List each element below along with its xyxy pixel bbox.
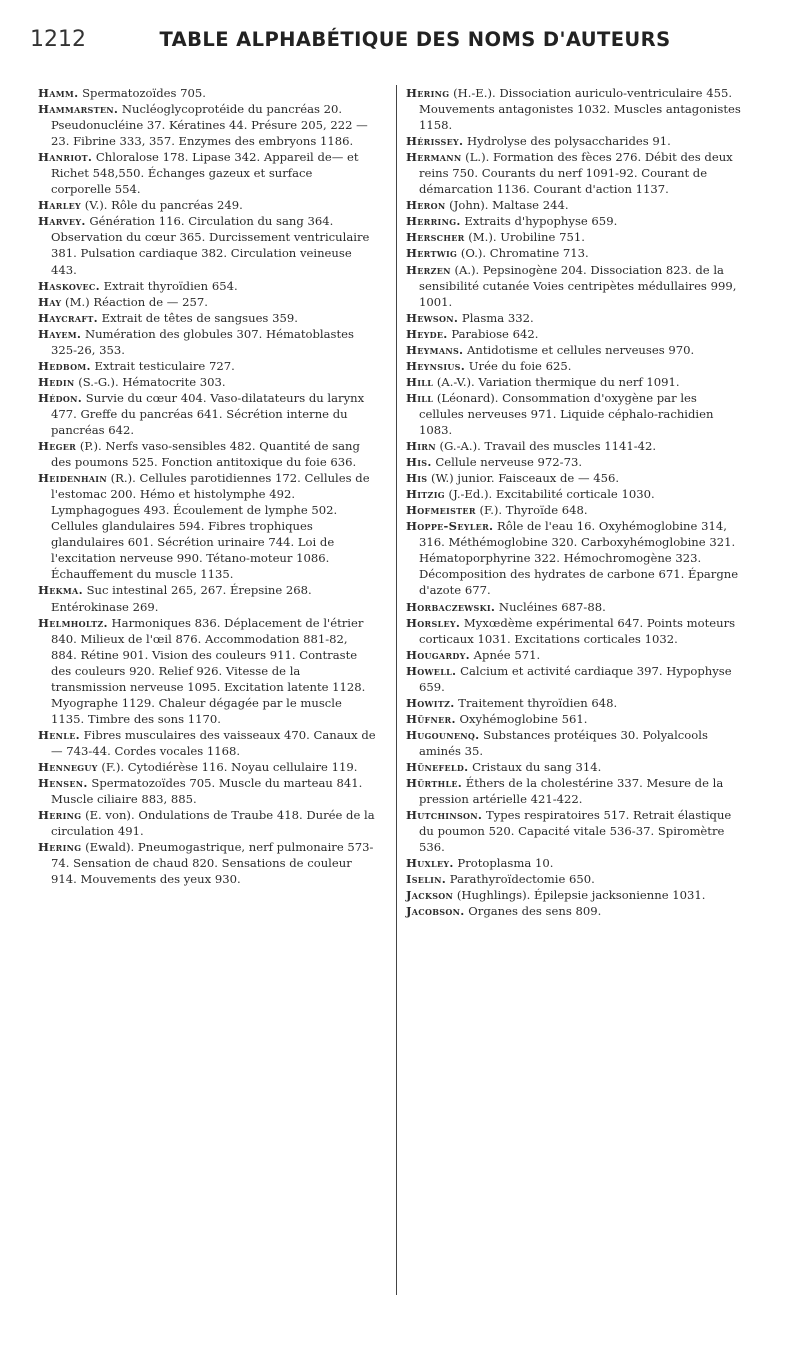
entry-references: (O.). Chromatine 713. (457, 246, 589, 261)
index-entry (406, 85, 744, 133)
author-name: Helmholtz. (38, 615, 108, 630)
entry-references: Oxyhémoglobine 561. (455, 711, 588, 726)
index-entry (406, 871, 744, 887)
author-name: Howell. (406, 663, 457, 678)
index-entry (406, 663, 744, 695)
index-entry (406, 759, 744, 775)
index-entry (406, 470, 744, 486)
index-entry (406, 310, 744, 326)
entry-references: Suc intestinal 265, 267. Érepsine 268. Entérokinase 269. (51, 583, 312, 614)
entry-references: Extrait de têtes de sangsues 359. (97, 310, 298, 325)
entry-references: (G.-A.). Travail des muscles 1141-42. (435, 439, 657, 454)
left-column (38, 85, 376, 887)
index-entry (406, 775, 744, 807)
author-name: Herscher (406, 230, 465, 245)
index-entry (406, 711, 744, 727)
index-entry (38, 310, 376, 326)
index-entry (406, 390, 744, 438)
author-name: Hanriot. (38, 150, 93, 165)
entry-references: Extrait thyroïdien 654. (99, 278, 238, 293)
index-entry (406, 229, 744, 245)
entry-references: (L.). Formation des fèces 276. Débit des deux reins 750. Courants du nerf 1091-92. Courant de démarcation 1136. Courant d'action 1137. (419, 150, 733, 197)
entry-references: Extrait testiculaire 727. (90, 358, 235, 373)
entry-references: Hydrolyse des polysaccharides 91. (463, 134, 671, 149)
index-entry (406, 518, 744, 598)
index-entry (38, 470, 376, 582)
author-name: Hitzig (406, 487, 445, 502)
entry-references: (F.). Thyroïde 648. (475, 503, 588, 518)
entry-references: Spermatozoïdes 705. (78, 86, 206, 100)
author-name: Hugounenq. (406, 727, 480, 742)
index-entry (38, 213, 376, 277)
author-name: Hermann (406, 150, 462, 165)
author-name: Iselin. (406, 872, 447, 887)
entry-references: Numération des globules 307. Hématoblastes 325-26, 353. (51, 326, 354, 357)
page-number: 1212 (30, 27, 86, 52)
entry-references: (Hughlings). Épilepsie jacksonienne 1031. (453, 888, 706, 903)
entry-references: Survie du cœur 404. Vaso-dilatateurs du larynx 477. Greffe du pancréas 641. Sécrétion interne du pancréas 642. (51, 390, 365, 437)
index-entry (406, 213, 744, 229)
author-name: Hedbom. (38, 358, 91, 373)
author-name: Hirn (406, 439, 436, 454)
index-entry (406, 887, 744, 903)
entry-references: (R.). Cellules parotidiennes 172. Cellules de l'estomac 200. Hémo et histolymphe 492. Lymphagogues 493. Écoulement de lymphe 502. Cellules glandulaires 594. Fibres trophiques glandulaires 601. Sécrétion urinaire 744. Loi de l'excitation nerveuse 990. Tétano-moteur 1086. Échauffement du muscle 1135. (51, 471, 370, 582)
author-name: Hofmeister (406, 503, 476, 518)
column-divider (396, 85, 397, 1295)
index-entry (38, 101, 376, 149)
author-name: Henneguy (38, 759, 98, 774)
author-name: Hill (406, 390, 434, 405)
index-entry (406, 342, 744, 358)
index-entry (38, 326, 376, 358)
entry-references: Nucléoglycoprotéide du pancréas 20. Pseudonucléine 37. Kératines 44. Présure 205, 222 — 23. Fibrine 333, 357. Enzymes des embryons 1186. (51, 102, 368, 149)
index-entry (406, 262, 744, 310)
author-name: Heymans. (406, 342, 464, 357)
entry-references: Urée du foie 625. (465, 358, 572, 373)
entry-references: (H.-E.). Dissociation auriculo-ventriculaire 455. Mouvements antagonistes 1032. Muscles antagonistes 1158. (419, 86, 741, 133)
index-entry (406, 807, 744, 855)
entry-references: (E. von). Ondulations de Traube 418. Durée de la circulation 491. (51, 808, 375, 839)
entry-references: Génération 116. Circulation du sang 364. Observation du cœur 365. Durcissement ventriculaire 381. Pulsation cardiaque 382. Circulation veineuse 443. (51, 214, 370, 277)
index-entry (406, 647, 744, 663)
author-name: Herzen (406, 262, 451, 277)
author-name: Hüfner. (406, 711, 456, 726)
entry-references: (F.). Cytodiérèse 116. Noyau cellulaire 119. (97, 759, 358, 774)
index-entry (38, 294, 376, 310)
index-entry (406, 855, 744, 871)
author-name: Heyde. (406, 326, 448, 341)
author-name: Hering (38, 808, 82, 823)
index-entry (38, 85, 376, 101)
entry-references: (Ewald). Pneumogastrique, nerf pulmonaire 573-74. Sensation de chaud 820. Sensations de couleur 914. Mouvements des yeux 930. (51, 840, 374, 887)
index-entry (406, 454, 744, 470)
entry-references: Myxœdème expérimental 647. Points moteurs corticaux 1031. Excitations corticales 1032. (419, 615, 736, 646)
entry-references: (W.) junior. Faisceaux de — 456. (427, 471, 620, 486)
index-entry (38, 807, 376, 839)
index-entry (38, 727, 376, 759)
running-title: TABLE ALPHABÉTIQUE DES NOMS D'AUTEURS (159, 28, 671, 51)
author-name: Haycraft. (38, 310, 98, 325)
entry-references: Cellule nerveuse 972-73. (431, 455, 583, 470)
author-name: Haskovec. (38, 278, 100, 293)
author-name: Hoppe-Seyler. (406, 519, 494, 534)
index-entry (38, 374, 376, 390)
entry-references: (S.-G.). Hématocrite 303. (74, 374, 226, 389)
entry-references: Types respiratoires 517. Retrait élastique du poumon 520. Capacité vitale 536-37. Spiromètre 536. (419, 808, 732, 855)
entry-references: Spermatozoïdes 705. Muscle du marteau 841. Muscle ciliaire 883, 885. (51, 776, 363, 807)
entry-references: Nucléines 687-88. (495, 599, 606, 614)
author-name: Henle. (38, 727, 80, 742)
author-name: Jackson (406, 888, 454, 903)
index-entry (406, 438, 744, 454)
author-name: Heidenhain (38, 471, 107, 486)
entry-references: (M.). Urobiline 751. (464, 230, 585, 245)
author-name: His (406, 471, 428, 486)
author-name: Hewson. (406, 310, 459, 325)
author-name: Hamm. (38, 86, 79, 100)
entry-references: Chloralose 178. Lipase 342. Appareil de— et Richet 548,550. Échanges gazeux et surface corporelle 554. (51, 150, 359, 197)
entry-references: (P.). Nerfs vaso-sensibles 482. Quantité de sang des poumons 525. Fonction antitoxique du foie 636. (51, 439, 360, 470)
index-entry (406, 374, 744, 390)
index-entry (406, 358, 744, 374)
index-entry (38, 582, 376, 614)
author-name: Hertwig (406, 246, 458, 261)
author-name: His. (406, 455, 432, 470)
entry-references: Harmoniques 836. Déplacement de l'étrier 840. Milieux de l'œil 876. Accommodation 881-82, 884. Rétine 901. Vision des couleurs 911. Contraste des couleurs 920. Relief 926. Vitesse de la transmission nerveuse 1095. Excitation latente 1128. Myographe 1129. Chaleur dégagée par le muscle 1135. Timbre des sons 1170. (51, 615, 366, 726)
index-entry (406, 695, 744, 711)
author-name: Heron (406, 198, 446, 213)
entry-references: (V.). Rôle du pancréas 249. (81, 198, 243, 213)
entry-references: Calcium et activité cardiaque 397. Hypophyse 659. (419, 663, 732, 694)
entry-references: Parathyroïdectomie 650. (446, 872, 595, 887)
entry-references: Traitement thyroïdien 648. (454, 695, 618, 710)
index-entry (38, 438, 376, 470)
index-entry (38, 278, 376, 294)
entry-references: Plasma 332. (458, 310, 534, 325)
index-entry (406, 326, 744, 342)
entry-references: Substances protéiques 30. Polyalcools aminés 35. (419, 727, 708, 758)
page-header (30, 27, 780, 63)
index-entry (406, 133, 744, 149)
index-entry (38, 149, 376, 197)
author-name: Hay (38, 294, 62, 309)
entry-references: Organes des sens 809. (464, 904, 602, 919)
index-entry (38, 759, 376, 775)
entry-references: (A.). Pepsinogène 204. Dissociation 823. de la sensibilité cutanée Voies centripètes médullaires 999, 1001. (419, 262, 737, 309)
author-name: Jacobson. (406, 904, 465, 919)
author-name: Hammarsten. (38, 102, 119, 117)
author-name: Hérissey. (406, 134, 464, 149)
entry-references: Parabiose 642. (447, 326, 539, 341)
index-entry (38, 839, 376, 887)
entry-references: Protoplasma 10. (453, 856, 554, 871)
index-entry (406, 245, 744, 261)
entry-references: (M.) Réaction de — 257. (61, 294, 208, 309)
index-entry (38, 390, 376, 438)
index-entry (406, 149, 744, 197)
entry-references: Éthers de la cholestérine 337. Mesure de la pression artérielle 421-422. (419, 776, 724, 807)
entry-references: Cristaux du sang 314. (468, 759, 602, 774)
author-name: Huxley. (406, 856, 454, 871)
author-name: Heger (38, 439, 77, 454)
author-name: Herring. (406, 214, 461, 229)
index-entry (406, 197, 744, 213)
author-name: Horbaczewski. (406, 599, 496, 614)
author-name: Hünefeld. (406, 759, 469, 774)
index-entry (406, 502, 744, 518)
author-name: Hutchinson. (406, 808, 483, 823)
entry-references: (John). Maltase 244. (445, 198, 569, 213)
author-name: Hill (406, 374, 434, 389)
index-entry (406, 486, 744, 502)
author-name: Hayem. (38, 326, 82, 341)
author-name: Harley (38, 198, 82, 213)
index-entry (406, 599, 744, 615)
entry-references: Extraits d'hypophyse 659. (460, 214, 618, 229)
author-name: Heynsius. (406, 358, 466, 373)
author-name: Howitz. (406, 695, 455, 710)
author-name: Hekma. (38, 583, 83, 598)
entry-references: (Léonard). Consommation d'oxygène par les cellules nerveuses 971. Liquide céphalo-rachidien 1083. (419, 390, 714, 437)
index-entry (406, 727, 744, 759)
author-name: Hensen. (38, 776, 88, 791)
index-entry (38, 197, 376, 213)
author-name: Hougardy. (406, 647, 470, 662)
author-name: Harvey. (38, 214, 86, 229)
entry-references: Rôle de l'eau 16. Oxyhémoglobine 314, 316. Méthémoglobine 320. Carboxyhémoglobine 321. Hématoporphyrine 322. Hémochromogène 323. Décomposition des hydrates de carbone 671. Épargne d'azote 677. (419, 519, 739, 598)
author-name: Hürthle. (406, 776, 463, 791)
index-entry (38, 358, 376, 374)
index-entry (406, 903, 744, 919)
index-entry (38, 615, 376, 727)
entry-references: Apnée 571. (469, 647, 541, 662)
author-name: Hedin (38, 374, 75, 389)
entry-references: Fibres musculaires des vaisseaux 470. Canaux de — 743-44. Cordes vocales 1168. (51, 727, 376, 758)
author-name: Hering (38, 840, 82, 855)
index-entry (406, 615, 744, 647)
author-name: Hering (406, 86, 450, 100)
entry-references: (J.-Ed.). Excitabilité corticale 1030. (444, 487, 655, 502)
author-name: Hédon. (38, 390, 83, 405)
author-name: Horsley. (406, 615, 461, 630)
entry-references: (A.-V.). Variation thermique du nerf 1091. (433, 374, 680, 389)
index-entry (38, 775, 376, 807)
right-column (406, 85, 744, 919)
entry-references: Antidotisme et cellules nerveuses 970. (463, 342, 695, 357)
